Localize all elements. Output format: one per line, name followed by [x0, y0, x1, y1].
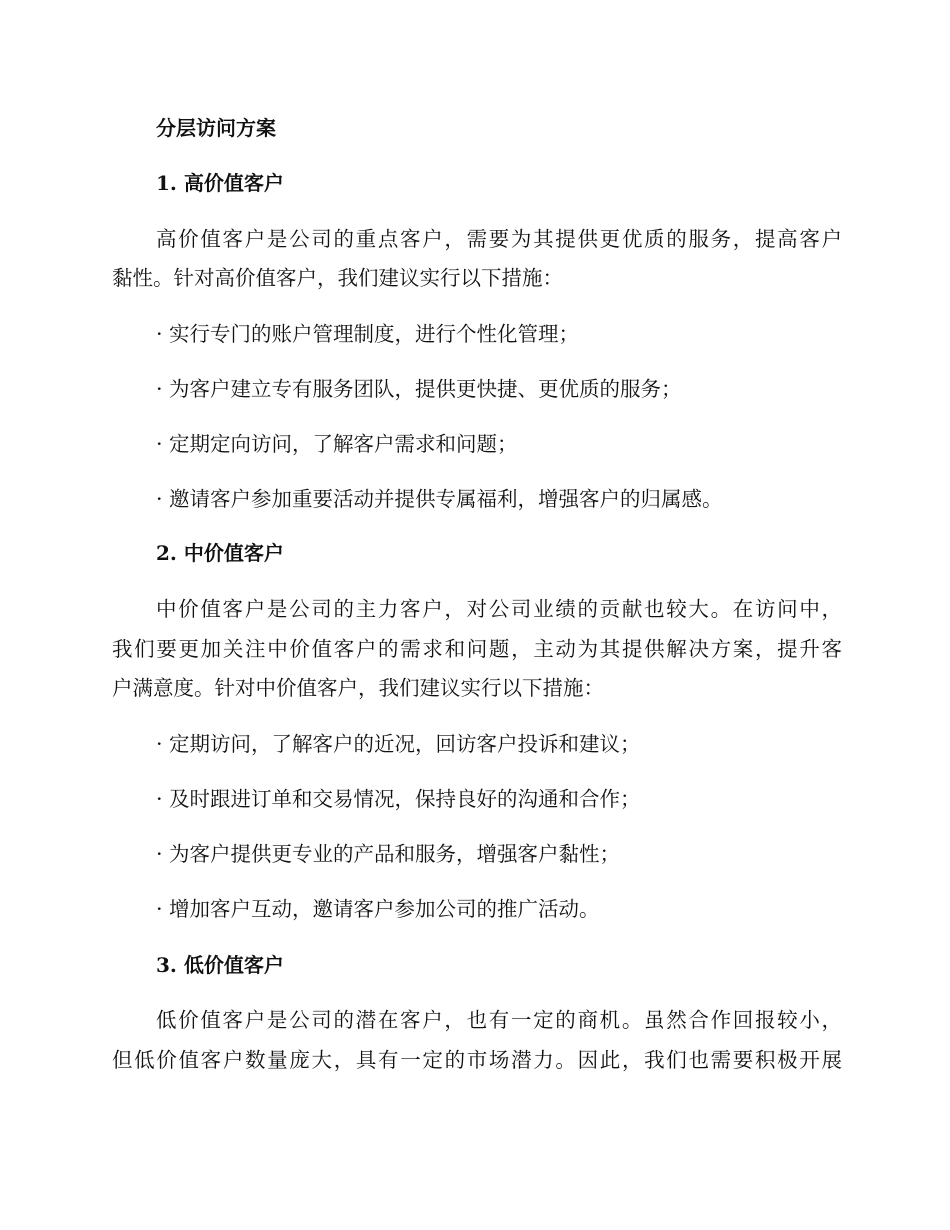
section-1-bullet-4: · 邀请客户参加重要活动并提供专属福利，增强客户的归属感。 — [156, 487, 723, 511]
section-2-heading: 2. 中价值客户 — [156, 541, 284, 565]
section-2-bullet-3: · 为客户提供更专业的产品和服务，增强客户黏性； — [156, 842, 621, 866]
document-title: 分层访问方案 — [156, 116, 276, 140]
section-3-paragraph-line-2: 但低价值客户数量庞大，具有一定的市场潜力。因此，我们也需要积极开展 — [112, 1048, 842, 1072]
section-2-paragraph-line-1: 中价值客户是公司的主力客户，对公司业绩的贡献也较大。在访问中， — [156, 597, 842, 621]
section-2-paragraph-line-3: 户满意度。针对中价值客户，我们建议实行以下措施： — [112, 676, 604, 700]
section-1-paragraph-line-2: 黏性。针对高价值客户，我们建议实行以下措施： — [112, 266, 563, 290]
section-1-bullet-1: · 实行专门的账户管理制度，进行个性化管理； — [156, 322, 580, 346]
section-3-heading: 3. 低价值客户 — [156, 953, 284, 977]
section-1-heading: 1. 高价值客户 — [156, 171, 284, 195]
section-1-bullet-3: · 定期定向访问，了解客户需求和问题； — [156, 432, 518, 456]
section-2-bullet-2: · 及时跟进订单和交易情况，保持良好的沟通和合作； — [156, 787, 641, 811]
section-2-bullet-1: · 定期访问，了解客户的近况，回访客户投诉和建议； — [156, 732, 641, 756]
section-1-paragraph-line-1: 高价值客户是公司的重点客户，需要为其提供更优质的服务，提高客户 — [156, 227, 842, 251]
section-2-paragraph-line-2: 我们要更加关注中价值客户的需求和问题，主动为其提供解决方案，提升客 — [112, 637, 842, 661]
section-2-bullet-4: · 增加客户互动，邀请客户参加公司的推广活动。 — [156, 897, 600, 921]
section-3-paragraph-line-1: 低价值客户是公司的潜在客户，也有一定的商机。虽然合作回报较小， — [156, 1008, 842, 1032]
section-1-bullet-2: · 为客户建立专有服务团队，提供更快捷、更优质的服务； — [156, 377, 682, 401]
